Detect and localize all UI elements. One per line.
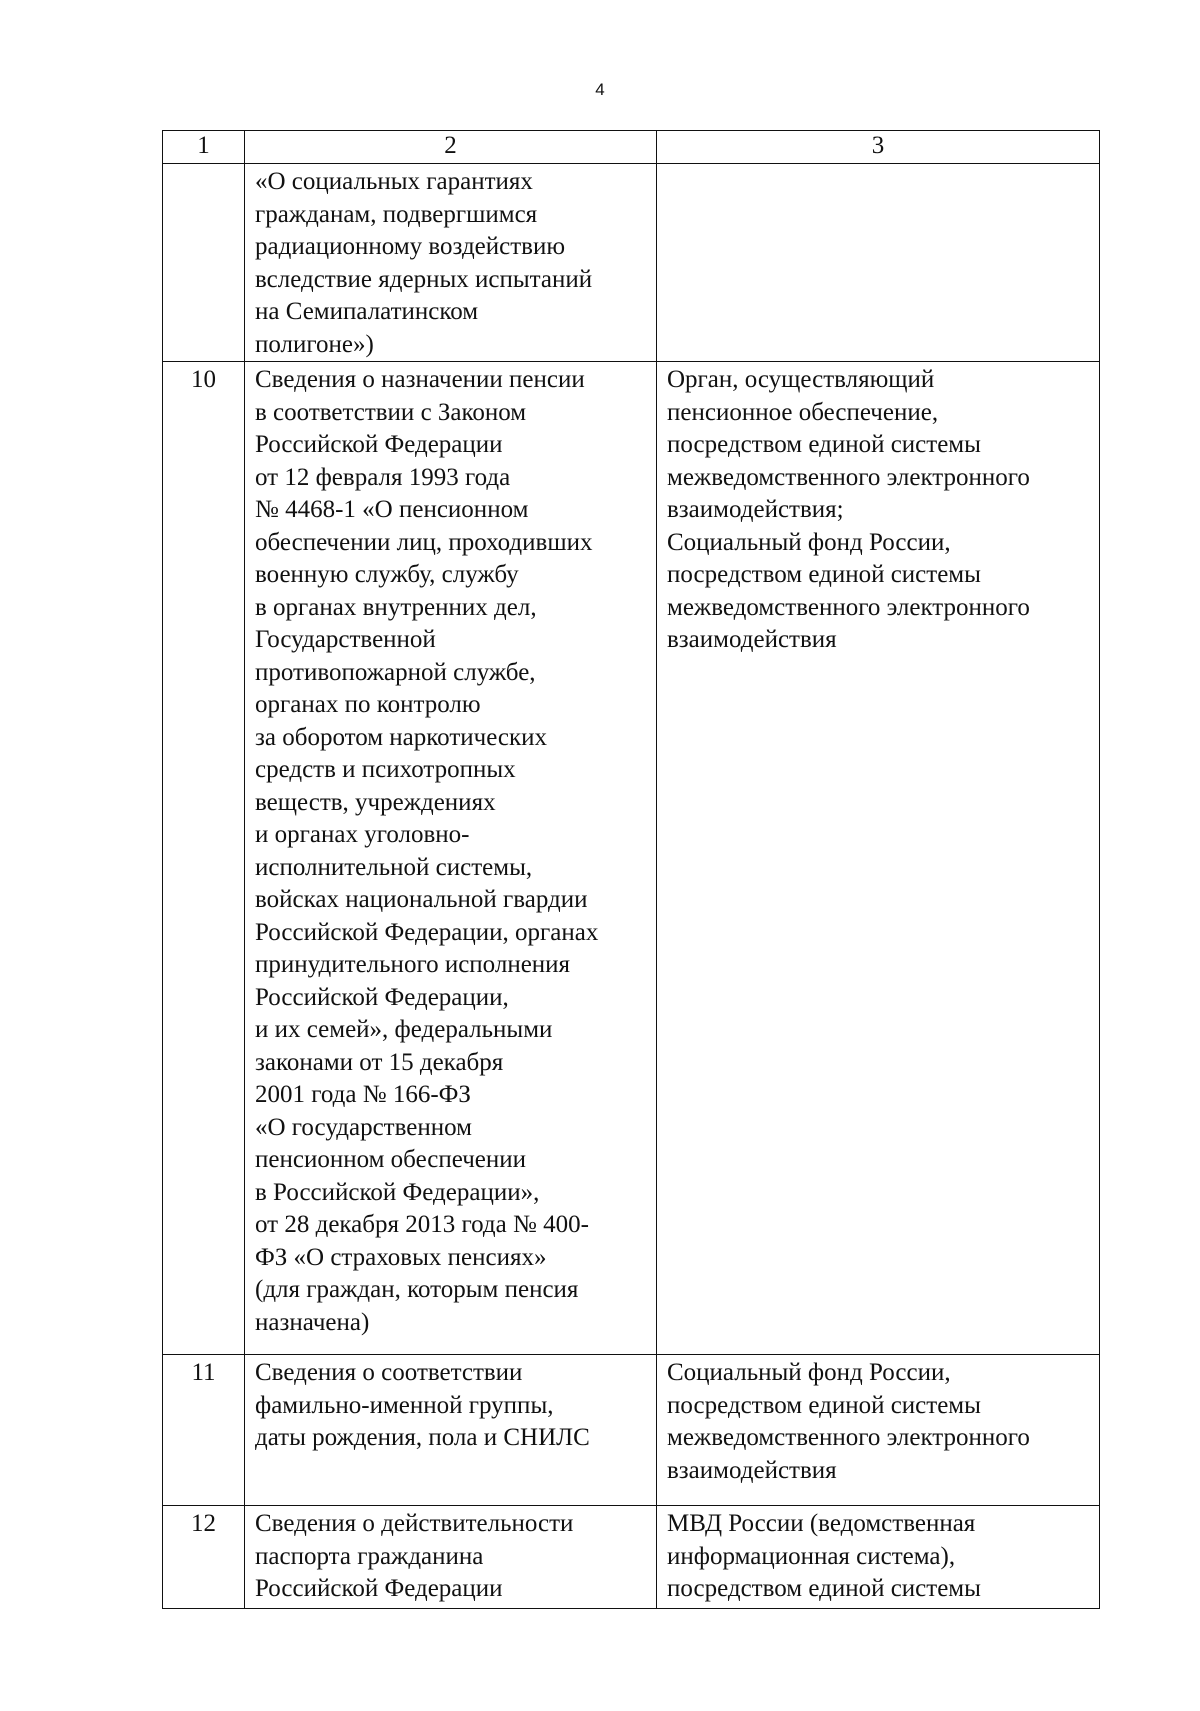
row-source: Социальный фонд России, посредством единой системы межведомственного электронного взаимодействия [657, 1355, 1100, 1506]
row-source: МВД России (ведомственная информационная система), посредством единой системы [657, 1506, 1100, 1609]
table-row [163, 1355, 1100, 1506]
row-source [657, 164, 1100, 362]
row-description: Сведения о назначении пенсии в соответствии с Законом Российской Федерации от 12 февраля 1993 года № 4468-1 «О пенсионном обеспечении лиц, проходивших военную службу, службу в органах внутренних дел, Государственной противопожарной службе, органах по контролю за оборотом наркотических средств и психотропных веществ, учреждениях и органах уголовно- исполнительной системы, войсках национальной гвардии Российской Федерации, органах принудительного исполнения Российской Федерации, и их семей», федеральными законами от 15 декабря 2001 года № 166-ФЗ «О государственном пенсионном обеспечении в Российской Федерации», от 28 декабря 2013 года № 400- ФЗ «О страховых пенсиях» (для граждан, которым пенсия назначена) [245, 362, 657, 1355]
row-description: Сведения о действительности паспорта гражданина Российской Федерации [245, 1506, 657, 1609]
table-row [163, 362, 1100, 1355]
data-table [162, 130, 1100, 1609]
column-header-1: 1 [163, 131, 245, 164]
column-header-2: 2 [245, 131, 657, 164]
column-header-3: 3 [657, 131, 1100, 164]
row-number [163, 164, 245, 362]
row-source: Орган, осуществляющий пенсионное обеспечение, посредством единой системы межведомственного электронного взаимодействия; Социальный фонд России, посредством единой системы межведомственного электронного взаимодействия [657, 362, 1100, 1355]
row-description: Сведения о соответствии фамильно-именной группы, даты рождения, пола и СНИЛС [245, 1355, 657, 1506]
row-number: 11 [163, 1355, 245, 1506]
table-header-row [163, 131, 1100, 164]
table-row [163, 1506, 1100, 1609]
row-number: 10 [163, 362, 245, 1355]
row-description: «О социальных гарантиях гражданам, подвергшимся радиационному воздействию вследствие ядерных испытаний на Семипалатинском полигоне») [245, 164, 657, 362]
page-number: 4 [595, 80, 605, 99]
row-number: 12 [163, 1506, 245, 1609]
table-row [163, 164, 1100, 362]
